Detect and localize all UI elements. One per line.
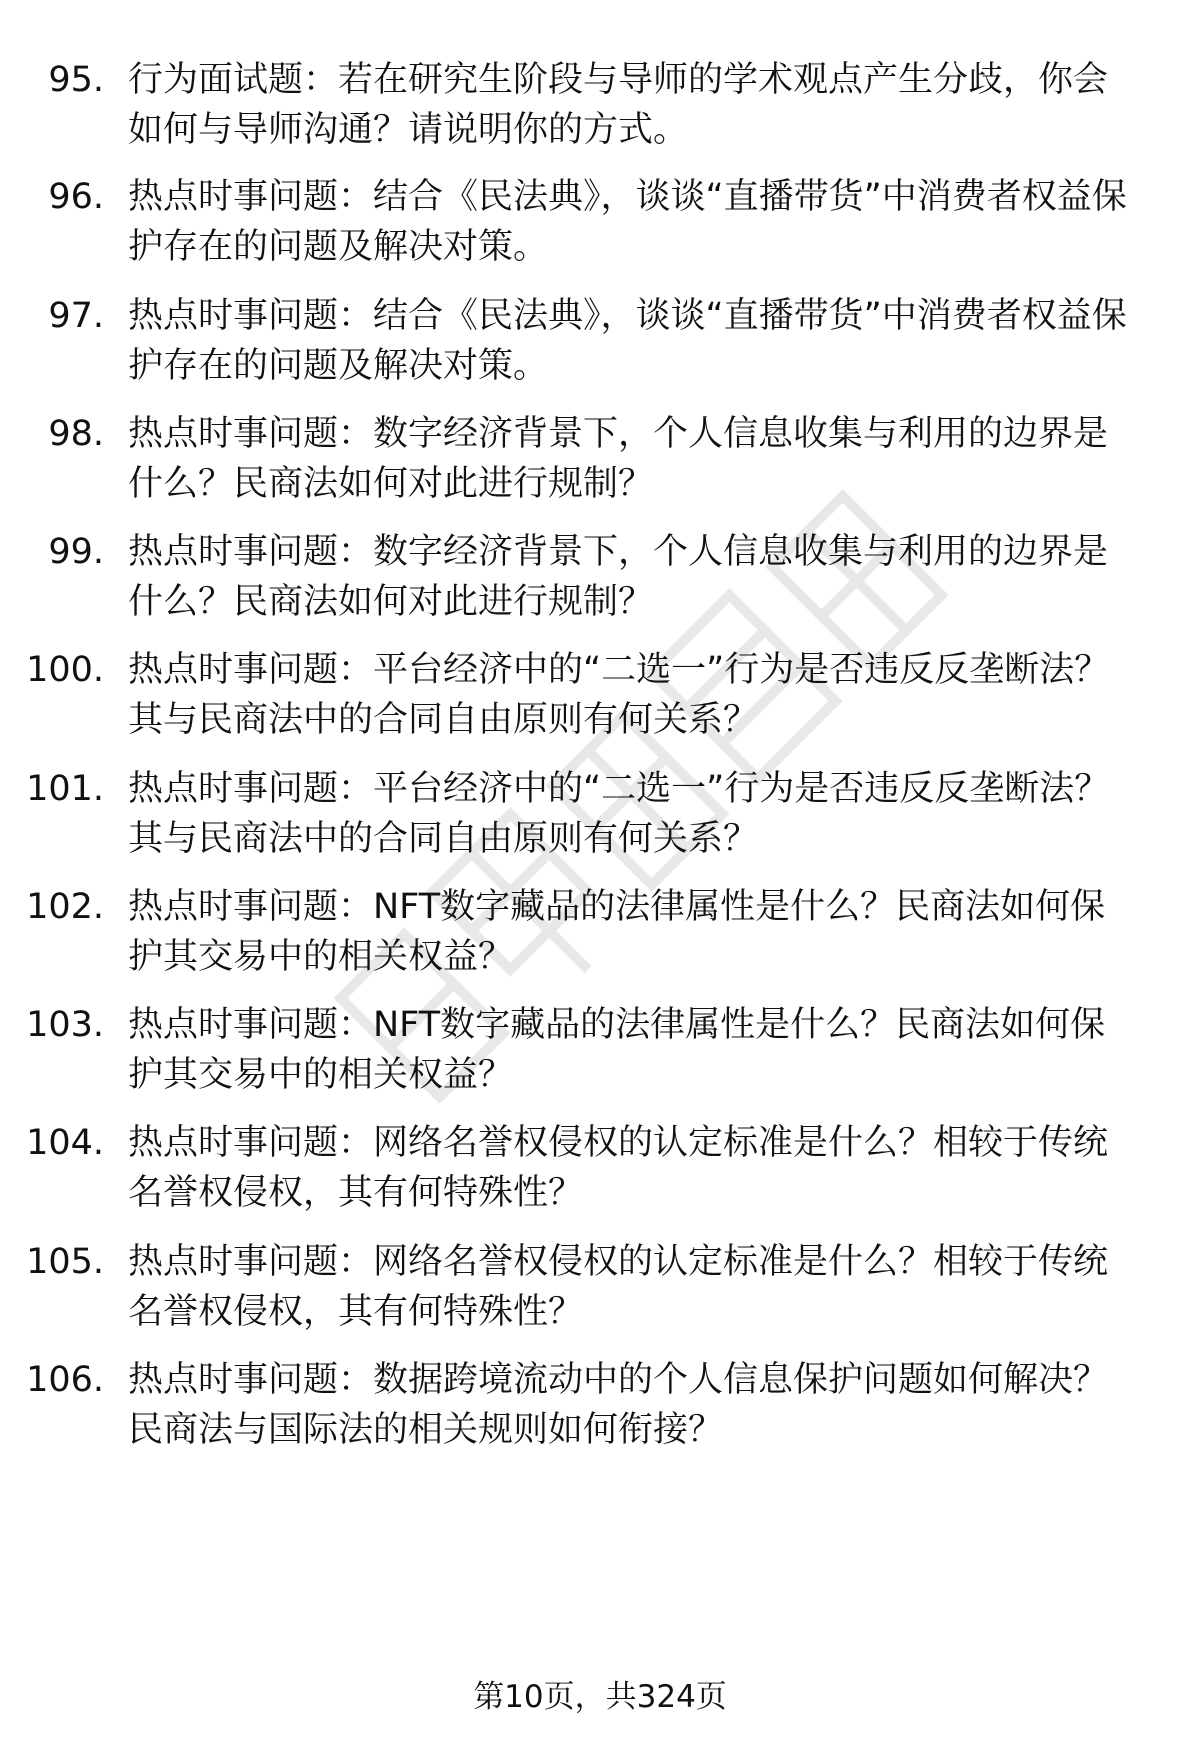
- question-number: 105.: [26, 1242, 104, 1282]
- question-text: 热点时事问题：结合《民法典》，谈谈“直播带货”中消费者权益保护存在的问题及解决对策。: [128, 296, 1127, 386]
- question-item: [0, 291, 1200, 401]
- question-number: 106.: [26, 1360, 104, 1400]
- question-item: [0, 1237, 1200, 1347]
- question-number: 102.: [26, 887, 104, 927]
- question-text: 热点时事问题：NFT数字藏品的法律属性是什么？民商法如何保护其交易中的相关权益？: [128, 1005, 1106, 1095]
- question-number: 99.: [48, 532, 104, 572]
- question-text: 热点时事问题：数字经济背景下，个人信息收集与利用的边界是什么？民商法如何对此进行规制？: [128, 532, 1109, 622]
- question-text: 热点时事问题：平台经济中的“二选一”行为是否违反反垄断法？其与民商法中的合同自由原则有何关系？: [128, 650, 1110, 740]
- question-number: 97.: [48, 296, 104, 336]
- question-text: 热点时事问题：网络名誉权侵权的认定标准是什么？相较于传统名誉权侵权，其有何特殊性？: [128, 1242, 1109, 1332]
- question-text: 热点时事问题：数据跨境流动中的个人信息保护问题如何解决？民商法与国际法的相关规则如何衔接？: [128, 1360, 1109, 1450]
- question-item: [0, 645, 1200, 755]
- question-item: [0, 1000, 1200, 1110]
- question-number: 104.: [26, 1123, 104, 1163]
- question-text: 热点时事问题：数字经济背景下，个人信息收集与利用的边界是什么？民商法如何对此进行规制？: [128, 414, 1109, 504]
- question-item: [0, 527, 1200, 637]
- question-item: [0, 55, 1200, 165]
- question-number: 95.: [48, 60, 104, 100]
- question-number: 100.: [26, 650, 104, 690]
- question-number: 101.: [26, 769, 104, 809]
- question-text: 热点时事问题：NFT数字藏品的法律属性是什么？民商法如何保护其交易中的相关权益？: [128, 887, 1106, 977]
- question-number: 98.: [48, 414, 104, 454]
- question-item: [0, 764, 1200, 874]
- question-text: 热点时事问题：结合《民法典》，谈谈“直播带货”中消费者权益保护存在的问题及解决对策。: [128, 177, 1127, 267]
- question-number: 103.: [26, 1005, 104, 1045]
- question-item: [0, 1118, 1200, 1228]
- question-item: [0, 172, 1200, 282]
- question-item: [0, 409, 1200, 519]
- question-item: [0, 882, 1200, 992]
- question-text: 热点时事问题：平台经济中的“二选一”行为是否违反反垄断法？其与民商法中的合同自由原则有何关系？: [128, 769, 1110, 859]
- page-footer: 第10页，共324页: [473, 1679, 727, 1715]
- question-text: 行为面试题：若在研究生阶段与导师的学术观点产生分歧，你会如何与导师沟通？请说明你的方式。: [128, 60, 1109, 150]
- question-item: [0, 1355, 1200, 1465]
- question-number: 96.: [48, 177, 104, 217]
- question-text: 热点时事问题：网络名誉权侵权的认定标准是什么？相较于传统名誉权侵权，其有何特殊性？: [128, 1123, 1109, 1213]
